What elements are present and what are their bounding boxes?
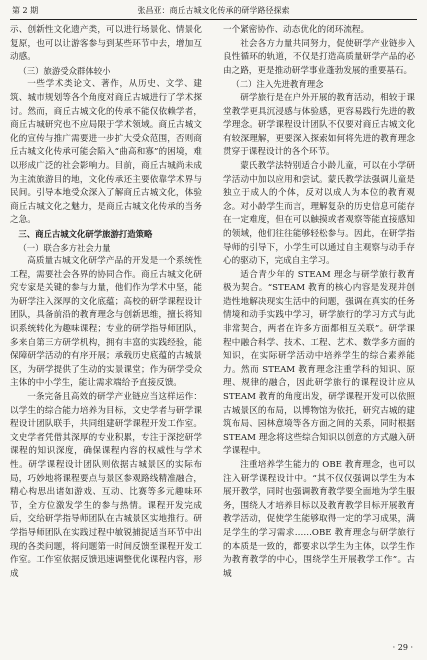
- running-title: 张昌亚：商丘古城文化传承的研学路径探索: [137, 6, 290, 15]
- section-heading: 三、商丘古城文化研学旅游打造策略: [18, 228, 153, 239]
- subsection-heading: （三）旅游受众群体较小: [18, 65, 111, 76]
- paragraph: 研学旅行是在户外开展的教育活动，相较于课堂教学更具沉浸感与体验感，更容易践行先进的教学理念。研学课程设计团队不仅要对商丘古城文化有较深理解，更要深入探索如何将先进的教育理念贯穿于课程设计的各个环节。: [223, 92, 415, 158]
- paragraph: 注重培养学生能力的 OBE 教育理念，也可以注入研学课程设计中。“其不仅仅强调以学生为本展开教学，同时也强调教育教学要全面地为学生服务，围绕人才培养目标以及教育教学目标开展教育教学活动，促使学生能够取得一定的学习成果，满足学生的学习需求……OBE 教育理念与研学旅行的本质是一致的，都要求以学生为主体，以学生作为教育教学的中心，围绕学生开展教学工作”。古城: [223, 460, 415, 579]
- right-column: [223, 24, 415, 581]
- paragraph: 适合青少年的 STEAM 理念与研学旅行教育极为契合。“STEAM 教育的核心内容是发现并创造性地解决现实生活中的问题，强调在真实的任务情境和动手实践中学习，研学旅行的学习方式与此非常契合，两者在许多方面都相互关联”。研学课程中融合科学、技术、工程、艺术、数学多方面的知识，在实际研学活动中培养学生的综合素养能力。然而 STEAM 教育理念注重学科的知识、原理、规律的融合，因此研学旅行的课程设计应从 STEAM 教育的角度出发，研学课程开发可以依照古城景区的布局，以博物馆为依托，研究古城的建筑布局、园林意境等各方面之间的关系，同时根据 STEAM 理念将这些综合知识以创意的方式融入研学课程中。: [223, 269, 415, 457]
- page-number: · 29 ·: [392, 643, 413, 652]
- paragraph: 一条完备且高效的研学产业链应当这样运作：以学生的综合能力培养为目标，文史学者与研学课程设计团队联手，共同组建研学课程开发工作室。文史学者凭借其深厚的专业积累，专注于深挖研学课程的知识深度，确保课程内容的权威性与学术性。研学课程设计团队则依据古城景区的实际布局，巧妙地将课程要点与景区参观路线精准融合，精心构思出诸如游戏、互动、比赛等多元趣味环节，全方位激发学生的参与热情。课程开发完成后，交给研学指导师团队在古城景区实地推行。研学指导师团队在实践过程中敏锐捕捉适当环节中出现的各类问题，将问题第一时间反馈至课程开发工作室。工作室依据反馈迅速调整优化课程内容，形成: [10, 392, 202, 579]
- subsection-heading: （一）联合多方社会力量: [18, 242, 111, 253]
- paragraph: 一些学术类论文、著作，从历史、文学、建筑、城市规划等各个角度对商丘古城进行了学术探讨。然而，商丘古城文化的传承不能仅依赖学者，商丘古城研究也不应局限于学术领域。商丘古城文化的宣传与推广需要进一步扩大受众范围，否则商丘古城文化传承可能会陷入“曲高和寡”的困境，难以形成广泛的社会影响力。目前，商丘古城尚未成为主流旅游目的地，文化传承还主要依靠学术界与民间。引导本地受众深入了解商丘古城文化，体验商丘古城文化之魅力，是商丘古城文化传承的当务之急。: [10, 79, 202, 226]
- issue-label: 第 2 期: [12, 6, 39, 15]
- paragraph: 高质量古城文化研学产品的开发是一个系统性工程，需要社会各界的协同合作。商丘古城文化研究专家是关键的参与力量，他们作为学术中坚，能为研学注入深厚的文化底蕴；高校的研学课程设计团队，具备前沿的教育理念与创新思维，擅长将知识系统转化为趣味课程；专业的研学指导师团队，多来自第三方研学机构，拥有丰富的实践经验，能保障研学活动的有序开展；承载历史底蕴的古城景区，为研学提供了生动的实景课堂；作为研学受众主体的中小学生，能让需求端给予直接反馈。: [10, 256, 202, 389]
- paragraph: 一个紧密协作、动态优化的闭环流程。: [223, 25, 370, 35]
- subsection-heading: （二）注入先进教育理念: [231, 79, 324, 90]
- left-column: [10, 24, 202, 581]
- header-rule: [10, 19, 417, 20]
- paragraph: 示、创新性文化遗产类，可以进行场景化、情景化复原，也可以让游客参与到某些环节中去，增加互动感。: [10, 25, 202, 63]
- running-header: [10, 4, 417, 18]
- paragraph: 蒙氏教学法特别适合小龄儿童，可以在小学研学活动中加以应用和尝试。蒙氏教学法强调儿童是独立于成人的个体，反对以成人为本位的教育观念。对小龄学生而言，理解复杂的历史信息可能存在一定难度，但在可以触摸或者观察等能直接感知的领域，他们往往能够轻松参与。因此，在研学指导师的引导下，小学生可以通过自主观察与动手存心的驱动下，完成自主学习。: [223, 160, 415, 267]
- paragraph: 社会各方力量共同努力，促使研学产业链步入良性循环的轨道，不仅是打造高质量研学产品的必由之路，更是推动研学事业蓬勃发展的重要基石。: [223, 38, 415, 76]
